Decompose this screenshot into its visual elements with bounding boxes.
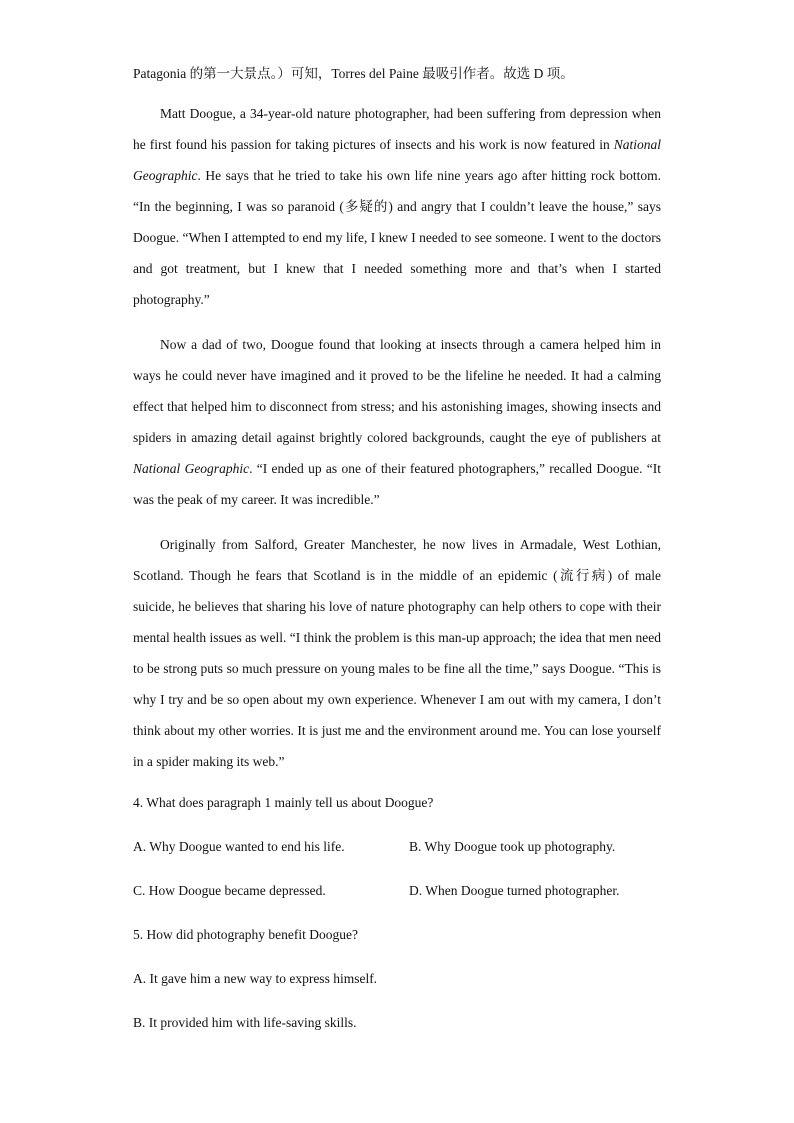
paragraph-1 — [133, 98, 661, 315]
intro-line: Patagonia 的第一大景点。）可知，Torres del Paine 最吸引作者。故选 D 项。 — [133, 66, 574, 81]
question-4-option-d: D. When Doogue turned photographer. — [409, 883, 620, 898]
question-4-options-row-2 — [133, 879, 661, 903]
question-4-options-row-1 — [133, 835, 661, 859]
question-5-option-a: A. It gave him a new way to express himself. — [133, 971, 378, 986]
paragraph-1-text-b: . He says that he tried to take his own life nine years ago after hitting rock bottom. “In the beginning, I was so paranoid (多疑的) and angry that I couldn’t leave the house,” says Doogue. “When I attempted to end my life, I knew I needed to see someone. I went to the doctors and got treatment, but I knew that I needed something more and that’s when I started photography.” — [133, 168, 661, 307]
question-5-option-b: B. It provided him with life-saving skills. — [133, 1015, 357, 1030]
paragraph-2-text-b: . “I ended up as one of their featured photographers,” recalled Doogue. “It was the peak of my career. It was incredible.” — [133, 461, 662, 507]
paragraph-1-text-a: Matt Doogue, a 34-year-old nature photographer, had been suffering from depression when he first found his passion for taking pictures of insects and his work is now featured in — [133, 106, 661, 152]
paragraph-2-publication: National Geographic — [133, 461, 250, 476]
question-4-option-b: B. Why Doogue took up photography. — [409, 839, 616, 854]
paragraph-2 — [133, 329, 661, 515]
question-4-option-c: C. How Doogue became depressed. — [133, 883, 326, 898]
question-4-option-a: A. Why Doogue wanted to end his life. — [133, 839, 345, 854]
paragraph-2-text-a: Now a dad of two, Doogue found that looking at insects through a camera helped him in ways he could never have imagined and it proved to be the lifeline he needed. It had a calming effect that helped him to disconnect from stress; and his astonishing images, showing insects and spiders in amazing detail against brightly colored backgrounds, caught the eye of publishers at — [133, 337, 661, 445]
document-page — [133, 62, 661, 1055]
paragraph-3: Originally from Salford, Greater Manchester, he now lives in Armadale, West Lothian, Scotland. Though he fears that Scotland is in the middle of an epidemic (流行病) of male suicide, he believes that sharing his love of nature photography can help others to cope with their mental health issues as well. “I think the problem is this man-up approach; the idea that men need to be strong puts so much pressure on young males to be fine all the time,” says Doogue. “This is why I try and be so open about my own experience. Whenever I am out with my camera, I don’t think about my other worries. It is just me and the environment around me. You can lose yourself in a spider making its web.” — [133, 537, 661, 769]
paragraph-1-publication: National Geographic — [133, 137, 661, 183]
question-5-stem: 5. How did photography benefit Doogue? — [133, 927, 358, 942]
question-4-stem: 4. What does paragraph 1 mainly tell us about Doogue? — [133, 795, 434, 810]
